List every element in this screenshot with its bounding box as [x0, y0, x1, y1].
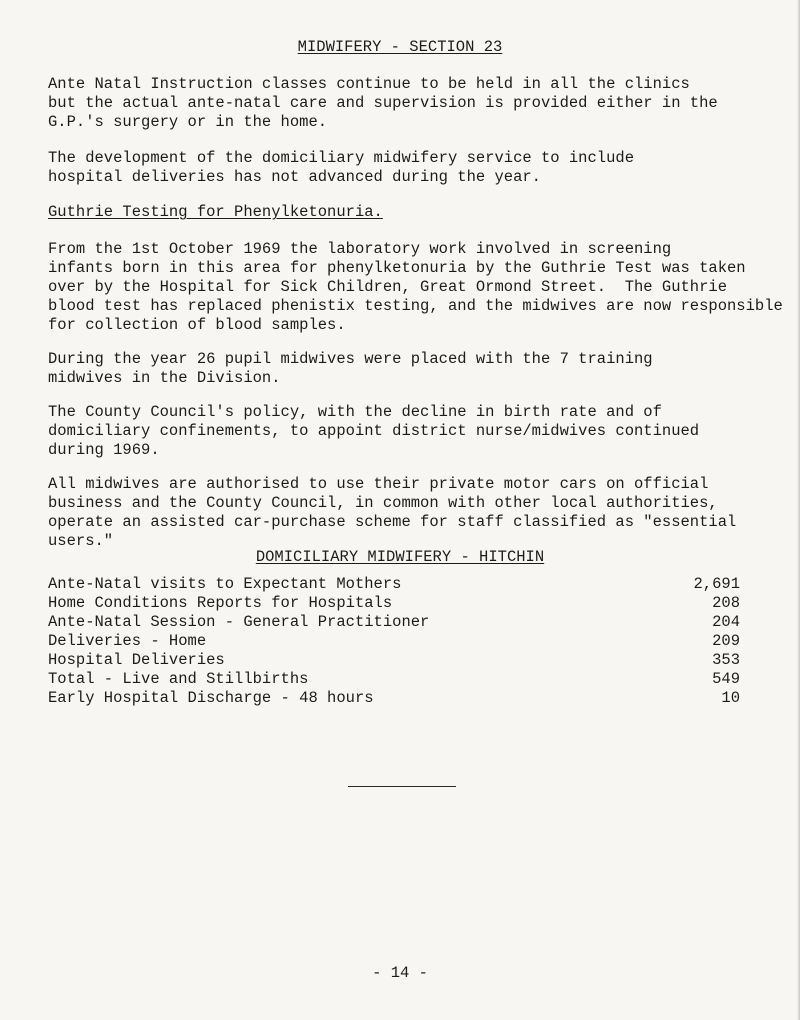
stats-heading: DOMICILIARY MIDWIFERY - HITCHIN	[255, 548, 545, 566]
stat-label: Ante-Natal Session - General Practitioner	[48, 613, 430, 631]
stat-value: 204	[712, 613, 740, 631]
text-line: The County Council's policy, with the decline in birth rate and of	[48, 403, 662, 421]
paragraph-antenatal	[48, 75, 800, 132]
stat-value: 208	[712, 594, 740, 612]
section-heading-guthrie: Guthrie Testing for Phenylketonuria.	[48, 203, 383, 221]
table-row	[48, 689, 740, 708]
table-row	[48, 594, 740, 613]
paragraph-pupils	[48, 350, 800, 388]
paragraph-policy	[48, 403, 800, 460]
stat-label: Hospital Deliveries	[48, 651, 225, 669]
paragraph-development	[48, 149, 800, 187]
text-line: Ante Natal Instruction classes continue to be held in all the clinics	[48, 75, 690, 93]
text-line: All midwives are authorised to use their private motor cars on official	[48, 475, 709, 493]
text-line: During the year 26 pupil midwives were placed with the 7 training	[48, 350, 653, 368]
stat-value: 2,691	[693, 575, 740, 593]
text-line: business and the County Council, in common with other local authorities,	[48, 494, 718, 512]
text-line: users."	[48, 532, 114, 550]
text-line: G.P.'s surgery or in the home.	[48, 113, 328, 131]
table-row	[48, 651, 740, 670]
table-row	[48, 575, 740, 594]
stat-label: Early Hospital Discharge - 48 hours	[48, 689, 374, 707]
text-line: operate an assisted car-purchase scheme for staff classified as "essential	[48, 513, 737, 531]
stat-value: 353	[712, 651, 740, 669]
stat-value: 549	[712, 670, 740, 688]
stat-value: 10	[721, 689, 740, 707]
page-number: - 14 -	[372, 964, 428, 982]
divider	[348, 786, 456, 787]
text-line: over by the Hospital for Sick Children, Great Ormond Street. The Guthrie	[48, 278, 728, 296]
stat-label: Ante-Natal visits to Expectant Mothers	[48, 575, 402, 593]
paragraph-guthrie	[48, 240, 800, 335]
page-title: MIDWIFERY - SECTION 23	[297, 38, 503, 56]
text-line: midwives in the Division.	[48, 369, 281, 387]
text-line: infants born in this area for phenylketonuria by the Guthrie Test was taken	[48, 259, 746, 277]
table-row	[48, 670, 740, 689]
stat-label: Deliveries - Home	[48, 632, 207, 650]
text-line: The development of the domiciliary midwifery service to include	[48, 149, 634, 167]
text-line: From the 1st October 1969 the laboratory work involved in screening	[48, 240, 672, 258]
text-line: domiciliary confinements, to appoint district nurse/midwives continued	[48, 422, 700, 440]
table-row	[48, 632, 740, 651]
text-line: during 1969.	[48, 441, 160, 459]
stat-value: 209	[712, 632, 740, 650]
stat-label: Total - Live and Stillbirths	[48, 670, 309, 688]
paragraph-cars	[48, 475, 800, 551]
text-line: but the actual ante-natal care and supervision is provided either in the	[48, 94, 718, 112]
stats-table	[48, 575, 740, 708]
text-line: for collection of blood samples.	[48, 316, 346, 334]
stat-label: Home Conditions Reports for Hospitals	[48, 594, 393, 612]
text-line: hospital deliveries has not advanced during the year.	[48, 168, 541, 186]
text-line: blood test has replaced phenistix testing, and the midwives are now responsible	[48, 297, 783, 315]
table-row	[48, 613, 740, 632]
